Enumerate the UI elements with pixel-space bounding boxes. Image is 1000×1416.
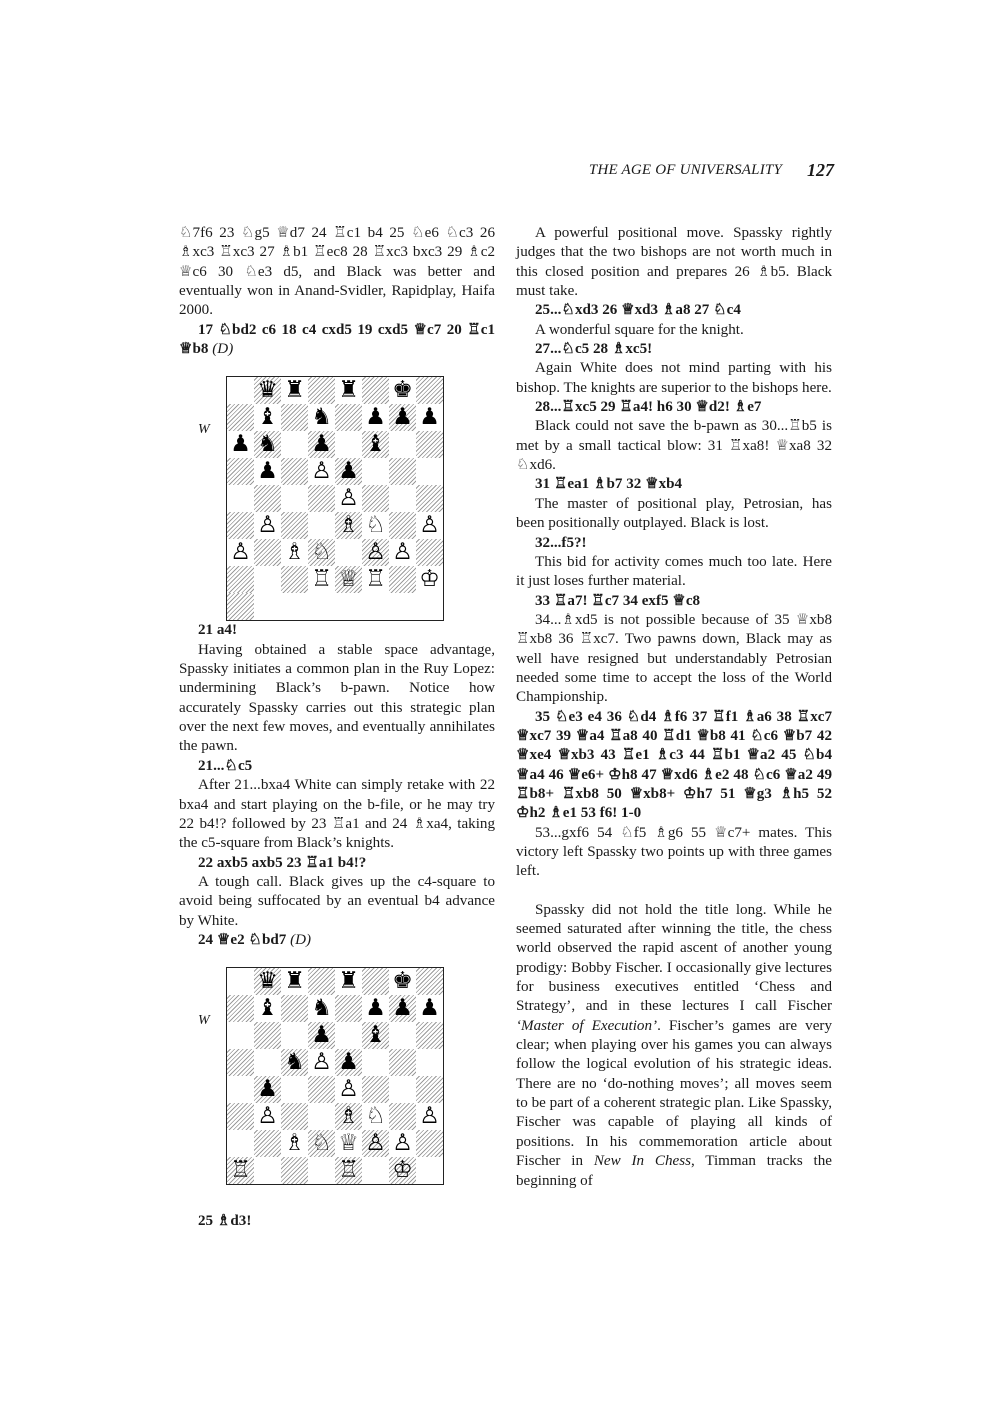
black-pawn-icon: ♟	[416, 995, 443, 1022]
white-pawn-icon: ♙	[254, 512, 281, 539]
board-square	[227, 1130, 254, 1157]
white-pawn-icon: ♙	[389, 1130, 416, 1157]
black-knight-icon: ♞	[308, 995, 335, 1022]
paragraph: Having obtained a stable space advantage, Spassky initiates a common plan in the Ruy Lopez: undermining Black’s b-pawn. Notice how accurately Spassky carries out this strategic plan over the next few moves, and eventually annihilates the pawn.	[179, 641, 495, 755]
black-pawn-icon: ♟	[227, 431, 254, 458]
board-square	[281, 458, 308, 485]
move-text: 17 ♘bd2 c6 18 c4 cxd5 19 cxd5 ♕c7 20 ♖c1 ♕b8	[179, 321, 495, 358]
move-line: 21 a4!	[198, 622, 237, 639]
board-square	[281, 1103, 308, 1130]
white-queen-icon: ♕	[335, 566, 362, 593]
white-bishop-icon: ♗	[281, 1130, 308, 1157]
paragraph: A wonderful square for the knight.	[535, 321, 744, 338]
move-text: 24 ♕e2 ♘bd7	[198, 931, 287, 948]
black-pawn-icon: ♟	[389, 404, 416, 431]
board-square	[281, 1076, 308, 1103]
board-square	[335, 995, 362, 1022]
move-line: 28...♖xc5 29 ♖a4! h6 30 ♕d2! ♗e7	[535, 399, 762, 416]
board-square	[335, 539, 362, 566]
board-square	[416, 1049, 443, 1076]
move-line: 32...f5?!	[535, 534, 587, 551]
board-square	[362, 1076, 389, 1103]
board-square	[227, 377, 254, 404]
black-pawn-icon: ♟	[308, 1022, 335, 1049]
board-square	[389, 485, 416, 512]
paragraph: After 21...bxa4 White can simply retake with 22 bxa4 and start playing on the b-file, or he may try 22 b4!? followed by 23 ♖a1 and 24 ♗xa4, taking the c5-square from Black’s knights.	[179, 777, 495, 852]
white-rook-icon: ♖	[308, 566, 335, 593]
white-pawn-icon: ♙	[254, 1103, 281, 1130]
diagram-2	[179, 967, 495, 1200]
black-bishop-icon: ♝	[254, 995, 281, 1022]
black-pawn-icon: ♟	[362, 995, 389, 1022]
paragraph: Again White does not mind parting with his bishop. The knights are superior to the bishops here.	[516, 360, 832, 396]
board-square	[335, 431, 362, 458]
board-square	[227, 1076, 254, 1103]
white-bishop-icon: ♗	[335, 512, 362, 539]
board-square	[227, 485, 254, 512]
move-line: 21...♘c5	[198, 757, 253, 774]
board-square	[227, 1103, 254, 1130]
board-square	[254, 1130, 281, 1157]
board-square	[227, 593, 254, 620]
emphasis-text: ‘Master of Execution’	[516, 1017, 658, 1034]
white-pawn-icon: ♙	[227, 539, 254, 566]
white-pawn-icon: ♙	[389, 539, 416, 566]
board-square	[389, 1049, 416, 1076]
text-run: . Fischer’s games are very clear; when playing over his games you can always follow the logical evolution of his strategic ideas. There are no ‘do-nothing moves’; all moves seem to be part of a coherent strategic plan. Like Spassky, Fischer was capable of playing all kinds of positions. In his commemoration article about Fischer in	[516, 1017, 833, 1170]
side-to-move-label: W	[198, 422, 210, 438]
board-square	[389, 1022, 416, 1049]
white-queen-icon: ♕	[335, 1130, 362, 1157]
board-square	[362, 1157, 389, 1184]
white-pawn-icon: ♙	[308, 1049, 335, 1076]
white-rook-icon: ♖	[227, 1157, 254, 1184]
move-line: 22 axb5 axb5 23 ♖a1 b4!?	[198, 854, 367, 871]
paragraph: 34...♗xd5 is not possible because of 35 ♕xb8 ♖xb8 36 ♖xc7. Two pawns down, Black may as well have resigned but understandably Petrosian needed some time to accept the loss of the World Championship.	[516, 611, 832, 706]
diagram-marker: (D)	[290, 931, 312, 948]
move-line	[179, 321, 495, 360]
board-square	[416, 1157, 443, 1184]
board-square	[254, 1157, 281, 1184]
board-square	[416, 1022, 443, 1049]
move-line: 35 ♘e3 e4 36 ♘d4 ♗f6 37 ♖f1 ♗a6 38 ♖xc7 ♕xc7 39 ♕a4 ♖a8 40 ♖d1 ♕b8 41 ♘c6 ♕b7 42 ♕xe4 ♕xb3 43 ♖e1 ♗c3 44 ♖b1 ♕a2 45 ♘b4 ♕a4 46 ♕e6+ ♔h8 47 ♕xd6 ♗e2 48 ♘c6 ♕a2 49 ♖b8+ ♖xb8 50 ♕xb8+ ♔h7 51 ♕g3 ♗h5 52 ♔h2 ♗e1 53 f6! 1-0	[516, 708, 832, 822]
board-square	[416, 485, 443, 512]
paragraph: The master of positional play, Petrosian, has been positionally outplayed. Black is lost.	[516, 495, 832, 532]
black-pawn-icon: ♟	[416, 404, 443, 431]
paragraph: This bid for activity comes much too late. Here it just loses further material.	[516, 553, 832, 590]
white-pawn-icon: ♙	[416, 1103, 443, 1130]
white-pawn-icon: ♙	[416, 512, 443, 539]
chess-board	[226, 967, 444, 1185]
board-square	[254, 485, 281, 512]
black-pawn-icon: ♟	[254, 1076, 281, 1103]
black-rook-icon: ♜	[281, 968, 308, 995]
board-square	[362, 377, 389, 404]
white-rook-icon: ♖	[335, 1157, 362, 1184]
board-square	[389, 1103, 416, 1130]
black-pawn-icon: ♟	[335, 1049, 362, 1076]
black-king-icon: ♚	[389, 968, 416, 995]
white-knight-icon: ♘	[362, 1103, 389, 1130]
move-line: 27...♘c5 28 ♗xc5!	[535, 341, 653, 358]
board-square	[389, 431, 416, 458]
black-pawn-icon: ♟	[335, 458, 362, 485]
board-square	[281, 485, 308, 512]
move-line: 25 ♗d3!	[198, 1213, 252, 1230]
board-square	[335, 404, 362, 431]
black-rook-icon: ♜	[335, 377, 362, 404]
white-pawn-icon: ♙	[308, 458, 335, 485]
chess-board	[226, 376, 444, 621]
black-queen-icon: ♛	[254, 968, 281, 995]
move-line: 33 ♖a7! ♖c7 34 exf5 ♕c8	[535, 592, 701, 609]
board-square	[227, 566, 254, 593]
board-square	[362, 458, 389, 485]
board-square	[389, 1076, 416, 1103]
board-square	[416, 968, 443, 995]
diagram-marker: (D)	[212, 341, 234, 358]
black-bishop-icon: ♝	[362, 431, 389, 458]
white-pawn-icon: ♙	[362, 539, 389, 566]
move-line: 31 ♖ea1 ♗b7 32 ♕xb4	[535, 476, 683, 493]
white-king-icon: ♔	[416, 566, 443, 593]
board-square	[362, 968, 389, 995]
white-rook-icon: ♖	[362, 566, 389, 593]
board-square	[362, 485, 389, 512]
board-square	[335, 1022, 362, 1049]
black-pawn-icon: ♟	[254, 458, 281, 485]
board-square	[281, 431, 308, 458]
white-knight-icon: ♘	[362, 512, 389, 539]
board-square	[416, 1130, 443, 1157]
black-bishop-icon: ♝	[254, 404, 281, 431]
black-knight-icon: ♞	[254, 431, 281, 458]
black-bishop-icon: ♝	[362, 1022, 389, 1049]
board-square	[281, 404, 308, 431]
board-square	[308, 512, 335, 539]
text-run: Spassky did not hold the title long. While he seemed saturated after winning the title, the chess world observed the rapid ascent of another young prodigy: Bobby Fischer. I occasionally give lectures for business executives entitled ‘Chess and Strategy’, and in these lectures I call Fischer	[516, 901, 832, 1015]
board-square	[281, 1157, 308, 1184]
board-square	[227, 512, 254, 539]
board-square	[308, 1103, 335, 1130]
black-queen-icon: ♛	[254, 377, 281, 404]
board-square	[416, 539, 443, 566]
board-square	[308, 1157, 335, 1184]
white-pawn-icon: ♙	[335, 485, 362, 512]
board-square	[416, 377, 443, 404]
white-knight-icon: ♘	[308, 539, 335, 566]
black-pawn-icon: ♟	[389, 995, 416, 1022]
emphasis-text: New In Chess	[593, 1153, 691, 1170]
white-bishop-icon: ♗	[335, 1103, 362, 1130]
board-square	[281, 512, 308, 539]
board-square	[362, 1049, 389, 1076]
page-header	[178, 160, 834, 184]
white-pawn-icon: ♙	[362, 1130, 389, 1157]
board-square	[227, 1049, 254, 1076]
board-square	[254, 539, 281, 566]
side-to-move-label: W	[198, 1013, 210, 1029]
board-square	[227, 995, 254, 1022]
board-square	[254, 1022, 281, 1049]
board-square	[308, 377, 335, 404]
move-line: 25...♘xd3 26 ♕xd3 ♗a8 27 ♘c4	[535, 302, 741, 319]
board-square	[416, 1076, 443, 1103]
paragraph	[516, 901, 832, 1191]
black-knight-icon: ♞	[308, 404, 335, 431]
board-square	[281, 566, 308, 593]
board-square	[254, 566, 281, 593]
right-column	[516, 224, 832, 1191]
board-square	[416, 431, 443, 458]
paragraph: Black could not save the b-pawn as 30...♖b5 is met by a small tactical blow: 31 ♖xa8! ♕xa8 32 ♘xd6.	[516, 418, 832, 474]
move-line	[179, 931, 495, 950]
black-rook-icon: ♜	[335, 968, 362, 995]
board-square	[254, 1049, 281, 1076]
white-bishop-icon: ♗	[281, 539, 308, 566]
black-pawn-icon: ♟	[362, 404, 389, 431]
board-square	[389, 458, 416, 485]
board-square	[389, 566, 416, 593]
section-break	[516, 882, 832, 901]
board-square	[227, 404, 254, 431]
board-square	[308, 485, 335, 512]
board-square	[281, 995, 308, 1022]
board-square	[227, 458, 254, 485]
paragraph: 53...gxf6 54 ♘f5 ♗g6 55 ♕c7+ mates. This victory left Spassky two points up with three games left.	[516, 824, 832, 880]
board-square	[389, 512, 416, 539]
board-square	[281, 1022, 308, 1049]
paragraph: A tough call. Black gives up the c4-square to avoid being suffocated by an eventual b4 advance by White.	[179, 873, 495, 929]
black-pawn-icon: ♟	[308, 431, 335, 458]
white-king-icon: ♔	[389, 1157, 416, 1184]
black-knight-icon: ♞	[281, 1049, 308, 1076]
white-pawn-icon: ♙	[335, 1076, 362, 1103]
left-column	[179, 224, 495, 1232]
diagram-1	[179, 376, 495, 609]
board-square	[308, 1076, 335, 1103]
paragraph: ♘7f6 23 ♘g5 ♕d7 24 ♖c1 b4 25 ♘e6 ♘c3 26 ♗xc3 ♖xc3 27 ♗b1 ♖ec8 28 ♖xc3 bxc3 29 ♗c2 ♕c6 30 ♘e3 d5, and Black was better and eventually won in Anand-Svidler, Rapidplay, Haifa 2000.	[179, 225, 495, 319]
board-square	[227, 968, 254, 995]
page-number: 127	[807, 160, 834, 180]
text-run: , Timman tracks the beginning of	[516, 1153, 832, 1189]
board-square	[416, 458, 443, 485]
board-square	[227, 1022, 254, 1049]
running-title: THE AGE OF UNIVERSALITY	[588, 162, 782, 178]
black-rook-icon: ♜	[281, 377, 308, 404]
paragraph: A powerful positional move. Spassky rightly judges that the two bishops are not worth much in this closed position and prepares 26 ♗b5. Black must take.	[516, 225, 832, 300]
white-knight-icon: ♘	[308, 1130, 335, 1157]
black-king-icon: ♚	[389, 377, 416, 404]
board-square	[308, 968, 335, 995]
